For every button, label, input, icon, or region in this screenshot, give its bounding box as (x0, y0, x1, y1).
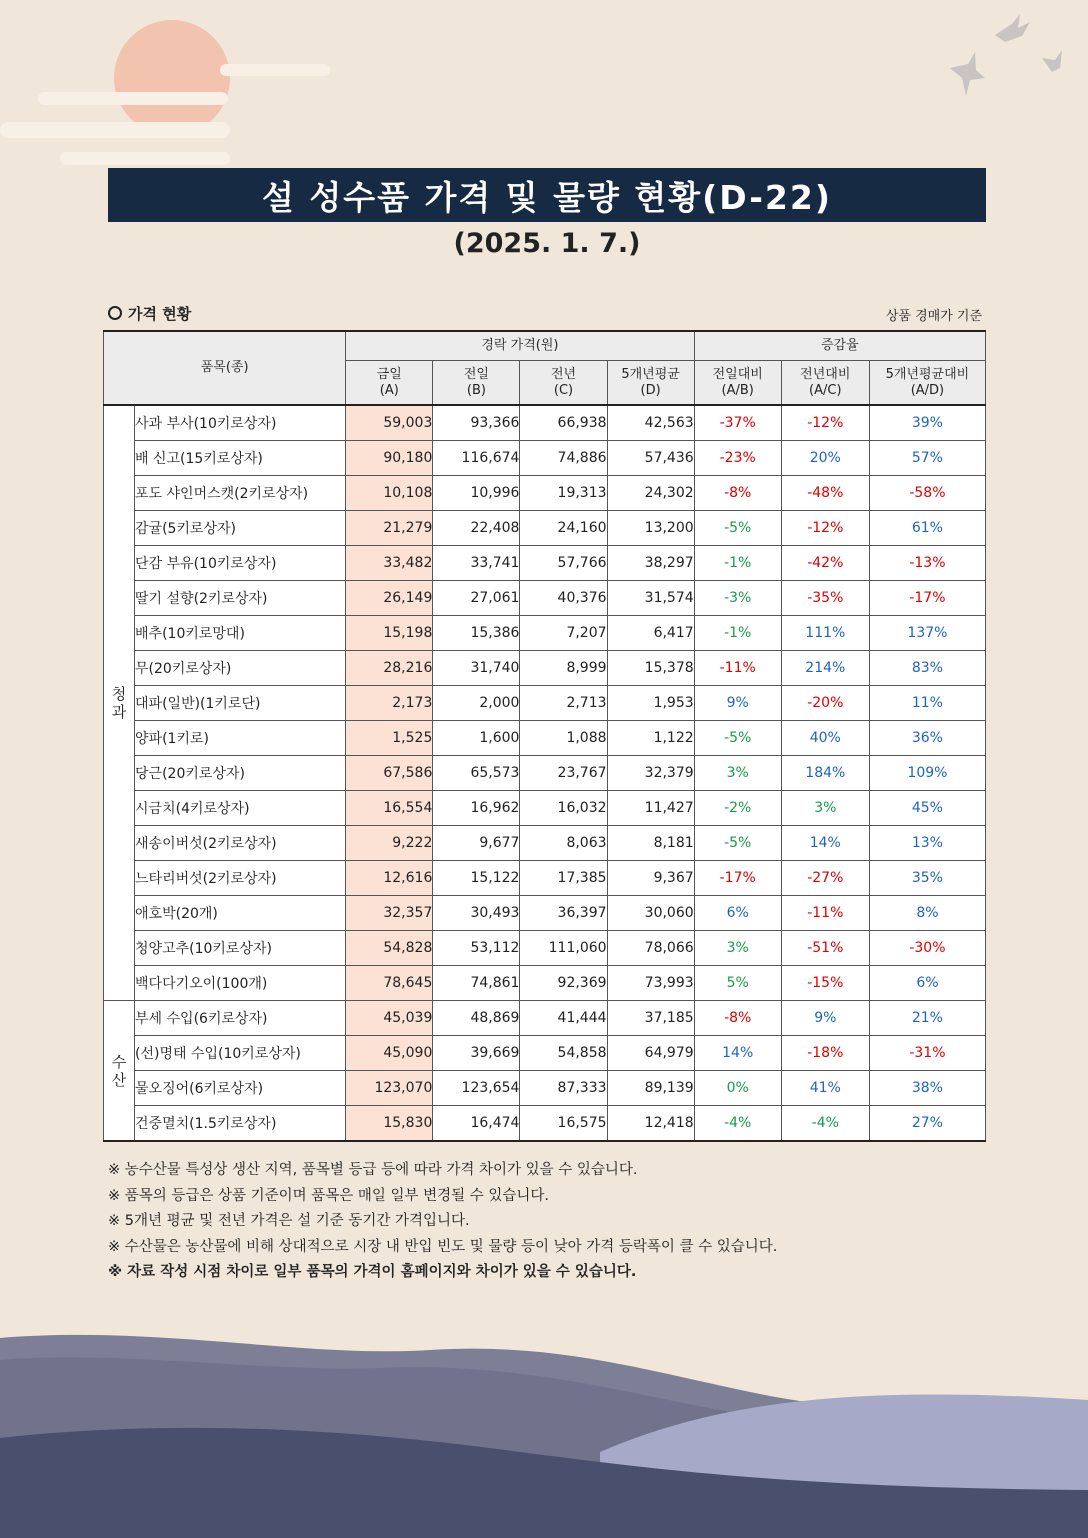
price-yesterday: 27,061 (433, 581, 520, 616)
table-row (104, 1036, 986, 1071)
section-heading-text: 가격 현황 (128, 305, 192, 323)
header-item: 품목(종) (104, 331, 346, 405)
rate-vs-last-year: 184% (781, 756, 869, 791)
rate-vs-last-year: -20% (781, 686, 869, 721)
rate-vs-last-year: -51% (781, 931, 869, 966)
price-today: 67,586 (346, 756, 433, 791)
price-table (103, 330, 986, 1142)
price-yesterday: 31,740 (433, 651, 520, 686)
price-5yr-avg: 9,367 (607, 861, 694, 896)
rate-vs-last-year: 214% (781, 651, 869, 686)
price-today: 123,070 (346, 1071, 433, 1106)
footnote: ※ 품목의 등급은 상품 기준이며 품목은 매일 일부 변경될 수 있습니다. (108, 1187, 550, 1204)
rate-vs-yesterday: -5% (694, 721, 781, 756)
item-name: 물오징어(6키로상자) (135, 1071, 346, 1106)
table-row (104, 546, 986, 581)
item-name: 애호박(20개) (135, 896, 346, 931)
column-header-label: 전년대비 (800, 366, 851, 382)
column-header-label: 5개년평균 (621, 366, 680, 382)
rate-vs-last-year: 40% (781, 721, 869, 756)
rate-vs-5yr-avg: 27% (869, 1106, 985, 1142)
price-last-year: 54,858 (520, 1036, 607, 1071)
rate-vs-5yr-avg: -30% (869, 931, 985, 966)
item-name: 부세 수입(6키로상자) (135, 1001, 346, 1036)
price-today: 10,108 (346, 476, 433, 511)
rate-vs-yesterday: -1% (694, 616, 781, 651)
item-name: 양파(1키로) (135, 721, 346, 756)
item-name: 딸기 설향(2키로상자) (135, 581, 346, 616)
table-row (104, 861, 986, 896)
price-last-year: 66,938 (520, 405, 607, 441)
rate-vs-5yr-avg: -31% (869, 1036, 985, 1071)
column-header-code: (A/D) (910, 382, 945, 398)
price-yesterday: 65,573 (433, 756, 520, 791)
price-yesterday: 116,674 (433, 441, 520, 476)
rate-vs-last-year: 3% (781, 791, 869, 826)
item-name: 느타리버섯(2키로상자) (135, 861, 346, 896)
rate-vs-5yr-avg: -17% (869, 581, 985, 616)
column-header (433, 361, 520, 406)
rate-vs-last-year: -4% (781, 1106, 869, 1142)
rate-vs-yesterday: 9% (694, 686, 781, 721)
page-title: 설 성수품 가격 및 물량 현황(D-22) (262, 177, 832, 217)
price-last-year: 92,369 (520, 966, 607, 1001)
item-name: 배추(10키로망대) (135, 616, 346, 651)
price-today: 9,222 (346, 826, 433, 861)
table-row (104, 511, 986, 546)
rate-vs-5yr-avg: 8% (869, 896, 985, 931)
price-yesterday: 9,677 (433, 826, 520, 861)
report-date: (2025. 1. 7.) (453, 228, 641, 259)
rate-vs-5yr-avg: 57% (869, 441, 985, 476)
category-label-text: 청과 (111, 685, 127, 721)
rate-vs-yesterday: 0% (694, 1071, 781, 1106)
mountain-decoration (0, 1335, 1088, 1538)
rate-vs-5yr-avg: 11% (869, 686, 985, 721)
rate-vs-last-year: -42% (781, 546, 869, 581)
price-today: 90,180 (346, 441, 433, 476)
rate-vs-yesterday: -4% (694, 1106, 781, 1142)
rate-vs-5yr-avg: 45% (869, 791, 985, 826)
rate-vs-5yr-avg: 109% (869, 756, 985, 791)
column-header-code: (A/B) (721, 382, 754, 398)
item-name: 감귤(5키로상자) (135, 511, 346, 546)
price-today: 33,482 (346, 546, 433, 581)
price-today: 54,828 (346, 931, 433, 966)
table-row (104, 1001, 986, 1036)
price-today: 1,525 (346, 721, 433, 756)
rate-vs-last-year: -35% (781, 581, 869, 616)
rate-vs-yesterday: -1% (694, 546, 781, 581)
rate-vs-5yr-avg: 61% (869, 511, 985, 546)
price-5yr-avg: 78,066 (607, 931, 694, 966)
sun-decoration (114, 20, 230, 136)
price-yesterday: 15,122 (433, 861, 520, 896)
item-name: 새송이버섯(2키로상자) (135, 826, 346, 861)
price-last-year: 16,032 (520, 791, 607, 826)
rate-vs-yesterday: -11% (694, 651, 781, 686)
price-last-year: 111,060 (520, 931, 607, 966)
price-last-year: 36,397 (520, 896, 607, 931)
rate-vs-last-year: -18% (781, 1036, 869, 1071)
price-5yr-avg: 15,378 (607, 651, 694, 686)
price-today: 15,830 (346, 1106, 433, 1142)
item-name: 배 신고(15키로상자) (135, 441, 346, 476)
column-header-code: (C) (553, 382, 574, 398)
item-name: 사과 부사(10키로상자) (135, 405, 346, 441)
rate-vs-yesterday: -2% (694, 791, 781, 826)
rate-vs-5yr-avg: -58% (869, 476, 985, 511)
table-row (104, 616, 986, 651)
rate-vs-5yr-avg: 39% (869, 405, 985, 441)
price-today: 45,090 (346, 1036, 433, 1071)
price-5yr-avg: 11,427 (607, 791, 694, 826)
price-5yr-avg: 57,436 (607, 441, 694, 476)
column-header-label: 금일 (376, 366, 402, 382)
price-last-year: 16,575 (520, 1106, 607, 1142)
price-last-year: 57,766 (520, 546, 607, 581)
footnote: ※ 농수산물 특성상 생산 지역, 품목별 등급 등에 따라 가격 차이가 있을 수 있습니다. (108, 1162, 638, 1178)
rate-vs-last-year: 41% (781, 1071, 869, 1106)
price-last-year: 2,713 (520, 686, 607, 721)
rate-vs-5yr-avg: 83% (869, 651, 985, 686)
rate-vs-5yr-avg: -13% (869, 546, 985, 581)
price-today: 16,554 (346, 791, 433, 826)
price-today: 45,039 (346, 1001, 433, 1036)
price-today: 26,149 (346, 581, 433, 616)
price-5yr-avg: 12,418 (607, 1106, 694, 1142)
price-yesterday: 48,869 (433, 1001, 520, 1036)
price-5yr-avg: 8,181 (607, 826, 694, 861)
table-row (104, 756, 986, 791)
title-banner (108, 168, 986, 222)
section-heading (108, 303, 191, 324)
category-label (104, 405, 135, 1001)
table-row (104, 931, 986, 966)
rate-vs-5yr-avg: 38% (869, 1071, 985, 1106)
column-header-label: 5개년평균대비 (885, 366, 970, 382)
circle-bullet-icon (108, 306, 122, 320)
rate-vs-yesterday: 3% (694, 931, 781, 966)
item-name: 당근(20키로상자) (135, 756, 346, 791)
price-5yr-avg: 38,297 (607, 546, 694, 581)
column-header (694, 361, 781, 406)
column-header (346, 361, 433, 406)
price-5yr-avg: 30,060 (607, 896, 694, 931)
column-header-code: (A) (379, 382, 399, 398)
price-last-year: 23,767 (520, 756, 607, 791)
rate-vs-yesterday: -5% (694, 511, 781, 546)
price-yesterday: 74,861 (433, 966, 520, 1001)
price-today: 32,357 (346, 896, 433, 931)
price-5yr-avg: 6,417 (607, 616, 694, 651)
table-row (104, 581, 986, 616)
notes (108, 1158, 777, 1286)
rate-vs-5yr-avg: 35% (869, 861, 985, 896)
header-price-group: 경락 가격(원) (346, 331, 694, 361)
price-today: 78,645 (346, 966, 433, 1001)
rate-vs-last-year: 9% (781, 1001, 869, 1036)
rate-vs-yesterday: -37% (694, 405, 781, 441)
price-last-year: 8,999 (520, 651, 607, 686)
price-last-year: 8,063 (520, 826, 607, 861)
rate-vs-5yr-avg: 137% (869, 616, 985, 651)
column-header-code: (B) (466, 382, 486, 398)
item-name: 대파(일반)(1키로단) (135, 686, 346, 721)
rate-vs-5yr-avg: 36% (869, 721, 985, 756)
column-header-label: 전일대비 (712, 366, 763, 382)
rate-vs-last-year: -12% (781, 405, 869, 441)
rate-vs-yesterday: -8% (694, 1001, 781, 1036)
price-5yr-avg: 31,574 (607, 581, 694, 616)
price-5yr-avg: 13,200 (607, 511, 694, 546)
footnote: ※ 5개년 평균 및 전년 가격은 설 기준 동기간 가격입니다. (108, 1213, 470, 1229)
price-5yr-avg: 42,563 (607, 405, 694, 441)
rate-vs-yesterday: 6% (694, 896, 781, 931)
table-row (104, 721, 986, 756)
price-yesterday: 33,741 (433, 546, 520, 581)
price-5yr-avg: 89,139 (607, 1071, 694, 1106)
price-5yr-avg: 1,953 (607, 686, 694, 721)
price-today: 21,279 (346, 511, 433, 546)
price-yesterday: 93,366 (433, 405, 520, 441)
item-name: 포도 샤인머스캣(2키로상자) (135, 476, 346, 511)
price-yesterday: 16,474 (433, 1106, 520, 1142)
rate-vs-yesterday: -5% (694, 826, 781, 861)
table-row (104, 1106, 986, 1142)
table-row (104, 405, 986, 441)
item-name: 단감 부유(10키로상자) (135, 546, 346, 581)
cloud-decoration (0, 64, 330, 165)
table-row (104, 651, 986, 686)
price-5yr-avg: 73,993 (607, 966, 694, 1001)
item-name: 건중멸치(1.5키로상자) (135, 1106, 346, 1142)
item-name: (선)명태 수입(10키로상자) (135, 1036, 346, 1071)
table-row (104, 441, 986, 476)
price-yesterday: 22,408 (433, 511, 520, 546)
basis-note: 상품 경매가 기준 (885, 309, 982, 324)
table-row (104, 826, 986, 861)
rate-vs-5yr-avg: 6% (869, 966, 985, 1001)
item-name: 백다다기오이(100개) (135, 966, 346, 1001)
table-row (104, 966, 986, 1001)
column-header-code: (A/C) (809, 382, 842, 398)
table-row (104, 791, 986, 826)
price-last-year: 7,207 (520, 616, 607, 651)
birds-decoration (950, 14, 1062, 96)
rate-vs-last-year: 14% (781, 826, 869, 861)
column-header (869, 361, 985, 406)
price-yesterday: 2,000 (433, 686, 520, 721)
rate-vs-last-year: -48% (781, 476, 869, 511)
header-rate-group: 증감율 (694, 331, 985, 361)
rate-vs-5yr-avg: 13% (869, 826, 985, 861)
price-last-year: 87,333 (520, 1071, 607, 1106)
table-row (104, 896, 986, 931)
rate-vs-yesterday: 14% (694, 1036, 781, 1071)
price-yesterday: 15,386 (433, 616, 520, 651)
rate-vs-last-year: -12% (781, 511, 869, 546)
rate-vs-last-year: 20% (781, 441, 869, 476)
price-yesterday: 39,669 (433, 1036, 520, 1071)
footnote: ※ 수산물은 농산물에 비해 상대적으로 시장 내 반입 빈도 및 물량 등이 낮아 가격 등락폭이 클 수 있습니다. (108, 1238, 778, 1255)
rate-vs-yesterday: -3% (694, 581, 781, 616)
price-yesterday: 53,112 (433, 931, 520, 966)
rate-vs-last-year: -11% (781, 896, 869, 931)
price-last-year: 17,385 (520, 861, 607, 896)
rate-vs-last-year: 111% (781, 616, 869, 651)
category-label (104, 1001, 135, 1142)
column-header-label: 전년 (550, 366, 577, 382)
rate-vs-yesterday: 3% (694, 756, 781, 791)
price-yesterday: 16,962 (433, 791, 520, 826)
price-5yr-avg: 32,379 (607, 756, 694, 791)
price-today: 28,216 (346, 651, 433, 686)
price-5yr-avg: 24,302 (607, 476, 694, 511)
price-yesterday: 123,654 (433, 1071, 520, 1106)
price-today: 12,616 (346, 861, 433, 896)
column-header-code: (D) (640, 382, 661, 398)
price-last-year: 24,160 (520, 511, 607, 546)
rate-vs-yesterday: -8% (694, 476, 781, 511)
rate-vs-last-year: -27% (781, 861, 869, 896)
column-header (607, 361, 694, 406)
price-5yr-avg: 37,185 (607, 1001, 694, 1036)
rate-vs-yesterday: -17% (694, 861, 781, 896)
column-header (520, 361, 607, 406)
price-5yr-avg: 1,122 (607, 721, 694, 756)
footnote: ※ 자료 작성 시점 차이로 일부 품목의 가격이 홈페이지와 차이가 있을 수 있습니다. (108, 1264, 637, 1280)
category-label-text: 수산 (111, 1052, 127, 1089)
item-name: 시금치(4키로상자) (135, 791, 346, 826)
table-row (104, 686, 986, 721)
price-last-year: 74,886 (520, 441, 607, 476)
price-5yr-avg: 64,979 (607, 1036, 694, 1071)
rate-vs-5yr-avg: 21% (869, 1001, 985, 1036)
price-last-year: 41,444 (520, 1001, 607, 1036)
price-today: 15,198 (346, 616, 433, 651)
price-last-year: 40,376 (520, 581, 607, 616)
column-header (781, 361, 869, 406)
price-yesterday: 10,996 (433, 476, 520, 511)
item-name: 무(20키로상자) (135, 651, 346, 686)
item-name: 청양고추(10키로상자) (135, 931, 346, 966)
price-last-year: 1,088 (520, 721, 607, 756)
column-header-label: 전일 (463, 366, 489, 382)
price-today: 2,173 (346, 686, 433, 721)
price-yesterday: 30,493 (433, 896, 520, 931)
rate-vs-yesterday: -23% (694, 441, 781, 476)
table-body (104, 405, 986, 1141)
price-last-year: 19,313 (520, 476, 607, 511)
rate-vs-last-year: -15% (781, 966, 869, 1001)
price-yesterday: 1,600 (433, 721, 520, 756)
table-row (104, 1071, 986, 1106)
table-row (104, 476, 986, 511)
price-today: 59,003 (346, 405, 433, 441)
rate-vs-yesterday: 5% (694, 966, 781, 1001)
